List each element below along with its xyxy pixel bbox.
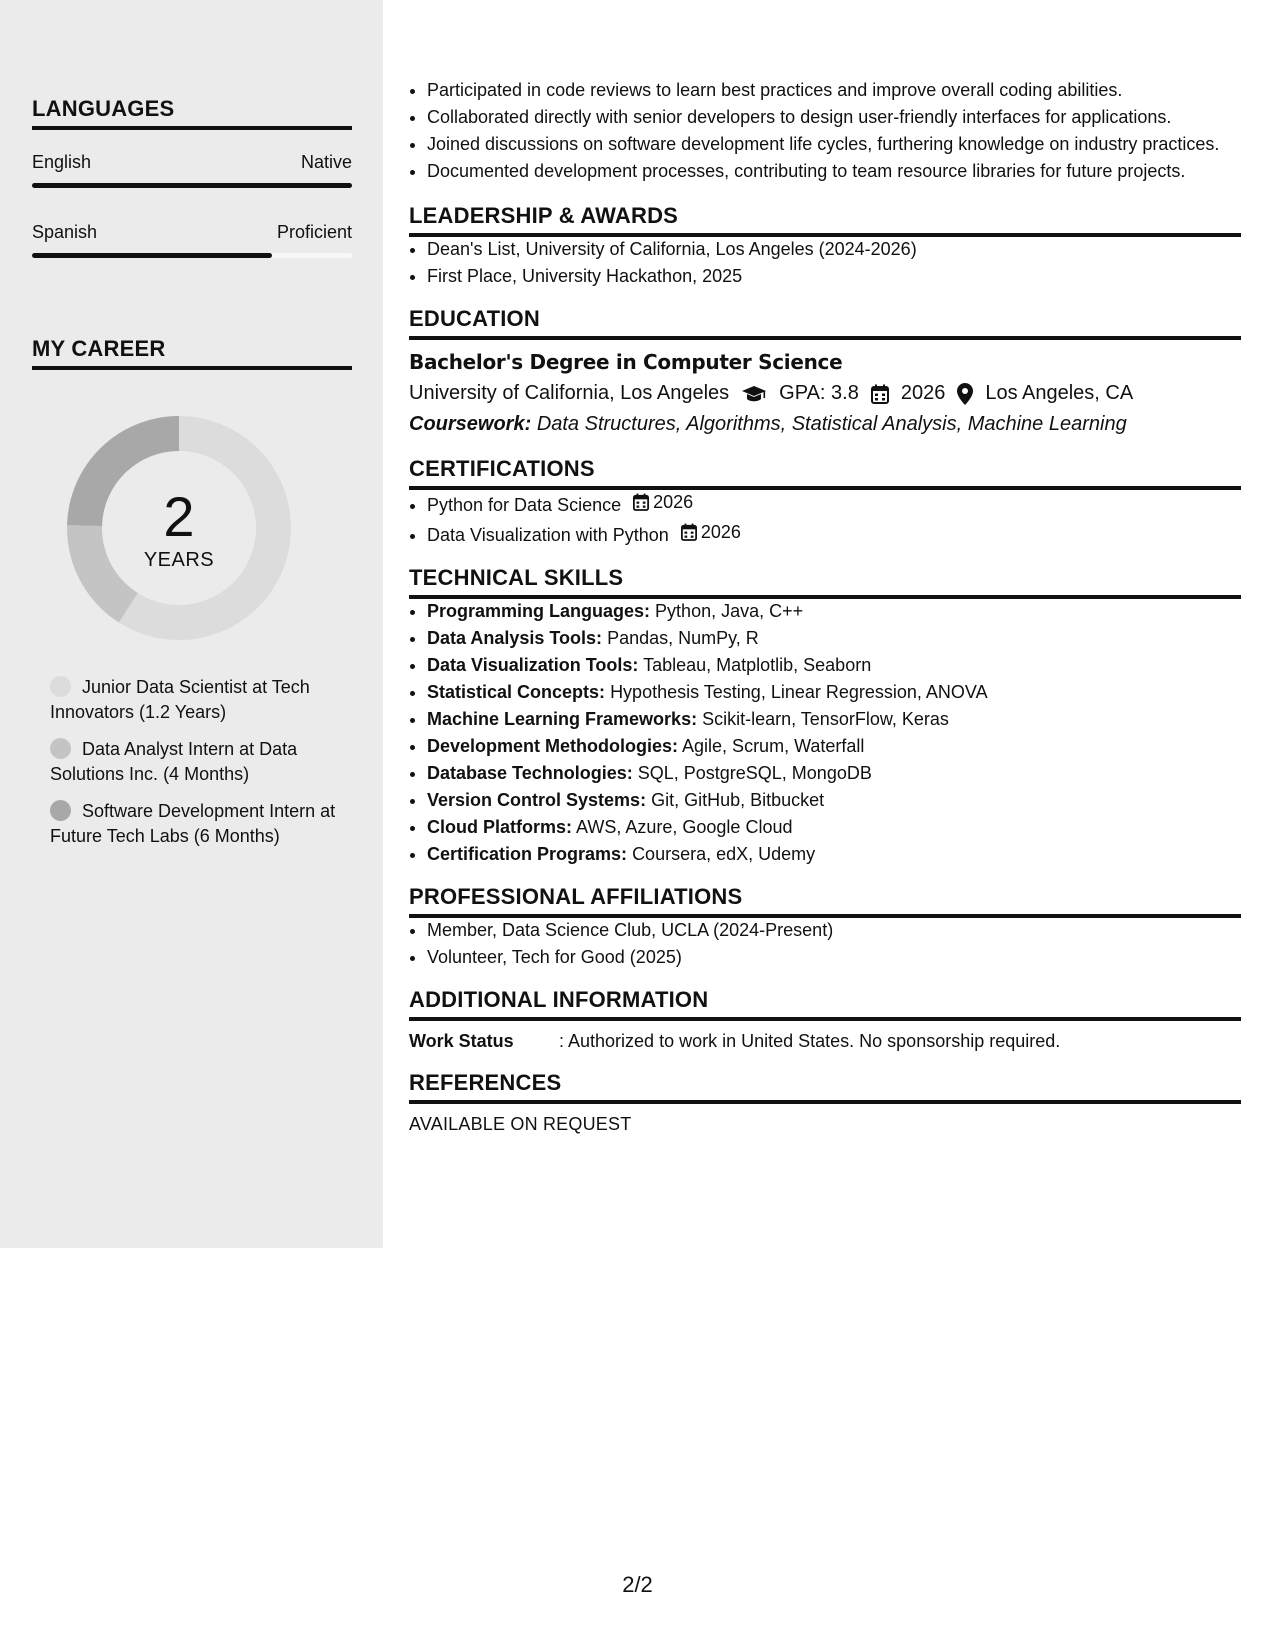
experience-bullets (409, 78, 1241, 183)
certification-year: 2026 (700, 522, 741, 542)
coursework-label: Coursework: (409, 413, 532, 435)
skill-item (427, 734, 1241, 758)
coursework-list: Data Structures, Algorithms, Statistical Analysis, Machine Learning (536, 413, 1127, 435)
career-heading: MY CAREER (32, 336, 352, 370)
skill-label: Data Analysis Tools: (427, 628, 603, 648)
certification-item (427, 490, 1241, 517)
school-name: University of California, Los Angeles (409, 382, 730, 404)
career-legend-item (50, 737, 340, 787)
calendar-icon (871, 384, 889, 404)
leadership-item: • First Place, University Hackathon, 2025 (427, 264, 1241, 288)
work-status-row (409, 1031, 1241, 1052)
coursework (409, 413, 1241, 436)
language-level: Proficient (276, 222, 352, 242)
skills-heading: TECHNICAL SKILLS (409, 565, 1241, 599)
references-text: AVAILABLE ON REQUEST (409, 1114, 632, 1134)
certification-name: Python for Data Science (427, 495, 622, 515)
skill-item (427, 842, 1241, 866)
skill-value: Python, Java, C++ (655, 601, 804, 621)
legend-dot (50, 800, 71, 821)
skill-label: Version Control Systems: (427, 790, 647, 810)
skill-value: Agile, Scrum, Waterfall (682, 736, 865, 756)
donut-center (64, 413, 294, 643)
location: Los Angeles, CA (985, 382, 1134, 404)
career-role-label: Software Development Intern at Future Tech Labs (6 Months) (50, 801, 336, 846)
career-total-years: 2 (163, 484, 195, 548)
skill-label: Machine Learning Frameworks: (427, 709, 698, 729)
certification-name: Data Visualization with Python (427, 525, 669, 545)
skill-item (427, 680, 1241, 704)
experience-bullet: • Collaborated directly with senior developers to design user-friendly interfaces for applications. (427, 105, 1241, 129)
references-section (409, 1070, 1241, 1135)
affiliation-item: • Volunteer, Tech for Good (2025) (427, 945, 1241, 969)
affiliation-item: • Member, Data Science Club, UCLA (2024-Present) (427, 918, 1241, 942)
map-pin-icon (957, 383, 973, 405)
skill-value: Hypothesis Testing, Linear Regression, ANOVA (610, 682, 988, 702)
skill-item (427, 599, 1241, 623)
skill-value: AWS, Azure, Google Cloud (576, 817, 793, 837)
language-proficiency-bar (32, 183, 352, 188)
graduation-cap-icon (741, 384, 767, 404)
certifications-list (409, 490, 1241, 547)
career-role-label: Data Analyst Intern at Data Solutions Inc. (4 Months) (50, 739, 298, 784)
career-section (32, 336, 352, 370)
language-proficiency-fill (32, 183, 352, 188)
skill-value: Git, GitHub, Bitbucket (651, 790, 825, 810)
skill-item (427, 707, 1241, 731)
skill-label: Certification Programs: (427, 844, 628, 864)
skills-list (409, 599, 1241, 866)
skill-label: Programming Languages: (427, 601, 651, 621)
affiliations-section (409, 884, 1241, 969)
skill-value: SQL, PostgreSQL, MongoDB (637, 763, 872, 783)
experience-bullet: • Participated in code reviews to learn best practices and improve overall coding abilities. (427, 78, 1241, 102)
skill-label: Database Technologies: (427, 763, 633, 783)
language-item (32, 222, 352, 258)
affiliations-list (409, 918, 1241, 969)
experience-bullet: • Documented development processes, contributing to team resource libraries for future projects. (427, 159, 1241, 183)
work-status-label: Work Status (409, 1031, 514, 1051)
language-item (32, 152, 352, 188)
career-role-label: Junior Data Scientist at Tech Innovators (1.2 Years) (50, 677, 310, 722)
sidebar (0, 0, 383, 1248)
references-heading: REFERENCES (409, 1070, 1241, 1104)
skill-item (427, 815, 1241, 839)
education-details (409, 382, 1241, 405)
affiliations-heading: PROFESSIONAL AFFILIATIONS (409, 884, 1241, 918)
leadership-heading: LEADERSHIP & AWARDS (409, 203, 1241, 237)
degree-title: Bachelor's Degree in Computer Science (409, 350, 843, 374)
certification-year: 2026 (653, 492, 694, 512)
skill-item (427, 626, 1241, 650)
skill-item (427, 653, 1241, 677)
main-content (409, 78, 1241, 1135)
additional-section (409, 987, 1241, 1052)
languages-heading: LANGUAGES (32, 96, 352, 130)
work-status-value: : Authorized to work in United States. No sponsorship required. (559, 1031, 1061, 1051)
language-name: Spanish (32, 222, 98, 242)
skill-value: Pandas, NumPy, R (607, 628, 759, 648)
leadership-section (409, 203, 1241, 288)
legend-dot (50, 738, 71, 759)
experience-bullet: • Joined discussions on software development life cycles, furthering knowledge on industry practices. (427, 132, 1241, 156)
career-legend-item (50, 675, 340, 725)
career-legend-item (50, 799, 340, 849)
certification-item (427, 520, 1241, 547)
education-section (409, 306, 1241, 436)
skill-label: Statistical Concepts: (427, 682, 606, 702)
career-donut-chart (64, 413, 294, 643)
calendar-icon (681, 523, 697, 541)
legend-dot (50, 676, 71, 697)
page-number: 2/2 (622, 1572, 653, 1597)
skill-label: Data Visualization Tools: (427, 655, 639, 675)
gpa: GPA: 3.8 (779, 382, 859, 404)
language-name: English (32, 152, 92, 172)
certifications-section (409, 456, 1241, 547)
leadership-list (409, 237, 1241, 288)
skill-value: Tableau, Matplotlib, Seaborn (643, 655, 872, 675)
languages-section (32, 96, 352, 258)
calendar-icon (633, 493, 649, 511)
skills-section (409, 565, 1241, 866)
graduation-year: 2026 (900, 382, 946, 404)
career-total-unit: YEARS (143, 548, 215, 571)
language-level: Native (300, 152, 352, 172)
skill-item (427, 761, 1241, 785)
skill-item (427, 788, 1241, 812)
skill-value: Coursera, edX, Udemy (632, 844, 816, 864)
certifications-heading: CERTIFICATIONS (409, 456, 1241, 490)
skill-label: Cloud Platforms: (427, 817, 573, 837)
language-proficiency-bar (32, 253, 352, 258)
language-proficiency-fill (32, 253, 272, 258)
skill-label: Development Methodologies: (427, 736, 679, 756)
additional-heading: ADDITIONAL INFORMATION (409, 987, 1241, 1021)
education-heading: EDUCATION (409, 306, 1241, 340)
leadership-item: • Dean's List, University of California, Los Angeles (2024-2026) (427, 237, 1241, 261)
skill-value: Scikit-learn, TensorFlow, Keras (702, 709, 949, 729)
career-legend (50, 675, 340, 861)
